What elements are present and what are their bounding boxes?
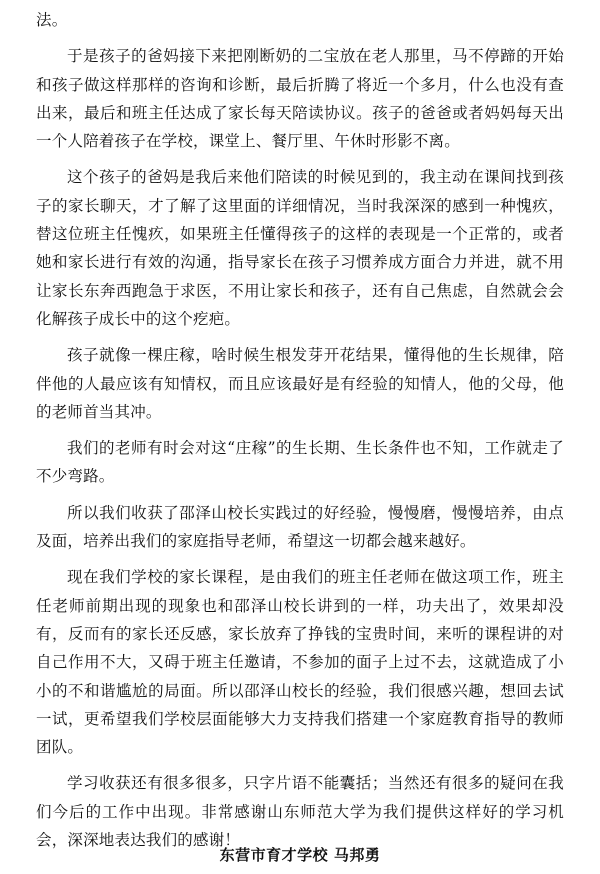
author-signature: 东营市育才学校 马邦勇 <box>219 846 381 864</box>
paragraph: 这个孩子的爸妈是我后来他们陪读的时候见到的，我主动在课间找到孩子的家长聊天，才了解了这里面的详细情况，当时我深深的感到一种愧疚，替这位班主任愧疚，如果班主任懂得孩子的这样的表现是一个正常的，或者她和家长进行有效的沟通，指导家长在孩子习惯养成方面合力并进，就不用让家长东奔西跑急于求医，不用让家长和孩子，还有自己焦虑，自然就会会化解孩子成长中的这个疙疤。 <box>36 168 564 328</box>
document-body <box>36 6 564 862</box>
paragraph: 我们的老师有时会对这“庄稼”的生长期、生长条件也不知，工作就走了不少弯路。 <box>36 439 564 486</box>
paragraph: 法。 <box>36 11 68 29</box>
paragraph: 所以我们收获了邵泽山校长实践过的好经验，慢慢磨，慢慢培养，由点及面，培养出我们的家庭指导老师，希望这一切都会越来越好。 <box>36 503 564 551</box>
paragraph: 孩子就像一棵庄稼，啥时候生根发芽开花结果，懂得他的生长规律，陪伴他的人最应该有知情权，而且应该最好是有经验的知情人，他的父母，他的老师首当其冲。 <box>36 346 564 421</box>
paragraph: 于是孩子的爸妈接下来把刚断奶的二宝放在老人那里，马不停蹄的开始和孩子做这样那样的咨询和诊断，最后折腾了将近一个多月，什么也没有查出来，最后和班主任达成了家长每天陪读协议。孩子的爸爸或者妈妈每天出一个人陪着孩子在学校，课堂上、餐厅里、午休时形影不离。 <box>36 47 564 151</box>
paragraph: 现在我们学校的家长课程，是由我们的班主任老师在做这项工作，班主任老师前期出现的现象也和邵泽山校长讲到的一样，功夫出了，效果却没有，反而有的家长还反感，家长放弃了挣钱的宝贵时间，来听的课程讲的对自己作用不大，又碍于班主任邀请，不参加的面子上过不去，这就造成了小小的不和谐尴尬的局面。所以邵泽山校长的经验，我们很感兴趣，想回去试一试，更希望我们学校层面能够大力支持我们搭建一个家庭教育指导的教师团队。 <box>36 568 564 757</box>
paragraph: 学习收获还有很多很多，只字片语不能囊括；当然还有很多的疑问在我们今后的工作中出现。非常感谢山东师范大学为我们提供这样好的学习机会，深深地表达我们的感谢！ <box>36 774 564 850</box>
